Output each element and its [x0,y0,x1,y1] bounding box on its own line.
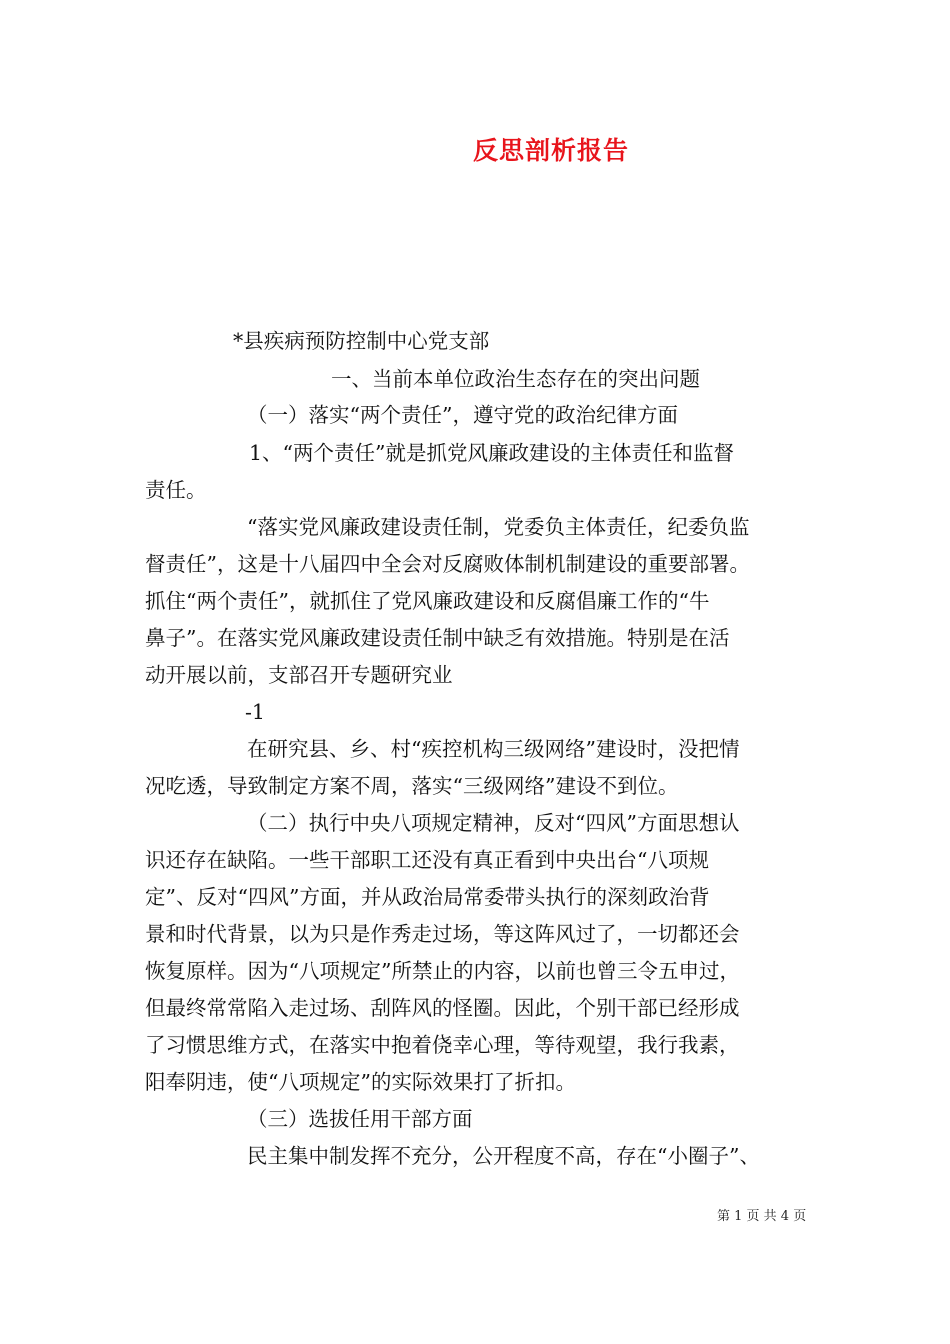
paragraph-line: 在研究县、乡、村“疾控机构三级网络”建设时，没把情 [247,737,740,761]
paragraph-line: 但最终常常陷入走过场、刮阵风的怪圈。因此，个别干部已经形成 [145,996,740,1020]
paragraph-line: “落实党风廉政建设责任制，党委负主体责任，纪委负监 [247,515,750,539]
document-title: 反思剖析报告 [472,136,629,165]
paragraph-line: 景和时代背景，以为只是作秀走过场，等这阵风过了，一切都还会 [145,922,740,946]
subsection-heading: （一）落实“两个责任”，遵守党的政治纪律方面 [247,403,678,427]
paragraph-line: 责任。 [145,478,207,502]
paragraph-line: 识还存在缺陷。一些干部职工还没有真正看到中央出台“八项规 [145,848,709,872]
page-marker: -1 [245,700,265,724]
organization-line: *县疾病预防控制中心党支部 [233,329,490,353]
paragraph-line: 了习惯思维方式，在落实中抱着侥幸心理，等待观望，我行我素， [145,1033,740,1057]
subsection-heading: （三）选拔任用干部方面 [247,1107,473,1131]
paragraph-line: 恢复原样。因为“八项规定”所禁止的内容，以前也曾三令五申过， [145,959,740,983]
page-footer: 第 1 页 共 4 页 [717,1209,807,1224]
paragraph-line: 动开展以前，支部召开专题研究业 [145,663,453,687]
subsection-heading: （二）执行中央八项规定精神，反对“四风”方面思想认 [247,811,740,835]
paragraph-line: 阳奉阴违，使“八项规定”的实际效果打了折扣。 [145,1070,576,1094]
paragraph-line: 鼻子”。在落实党风廉政建设责任制中缺乏有效措施。特别是在活 [145,626,730,650]
paragraph-line: 1、“两个责任”就是抓党风廉政建设的主体责任和监督 [249,441,735,465]
paragraph-line: 民主集中制发挥不充分，公开程度不高，存在“小圈子”、 [247,1144,760,1168]
paragraph-line: 定”、反对“四风”方面，并从政治局常委带头执行的深刻政治背 [145,885,710,909]
paragraph-line: 督责任”，这是十八届四中全会对反腐败体制机制建设的重要部署。 [145,552,750,576]
paragraph-line: 况吃透，导致制定方案不周，落实“三级网络”建设不到位。 [145,774,679,798]
paragraph-line: 抓住“两个责任”，就抓住了党风廉政建设和反腐倡廉工作的“牛 [145,589,710,613]
section-heading: 一、当前本单位政治生态存在的突出问题 [331,367,700,391]
